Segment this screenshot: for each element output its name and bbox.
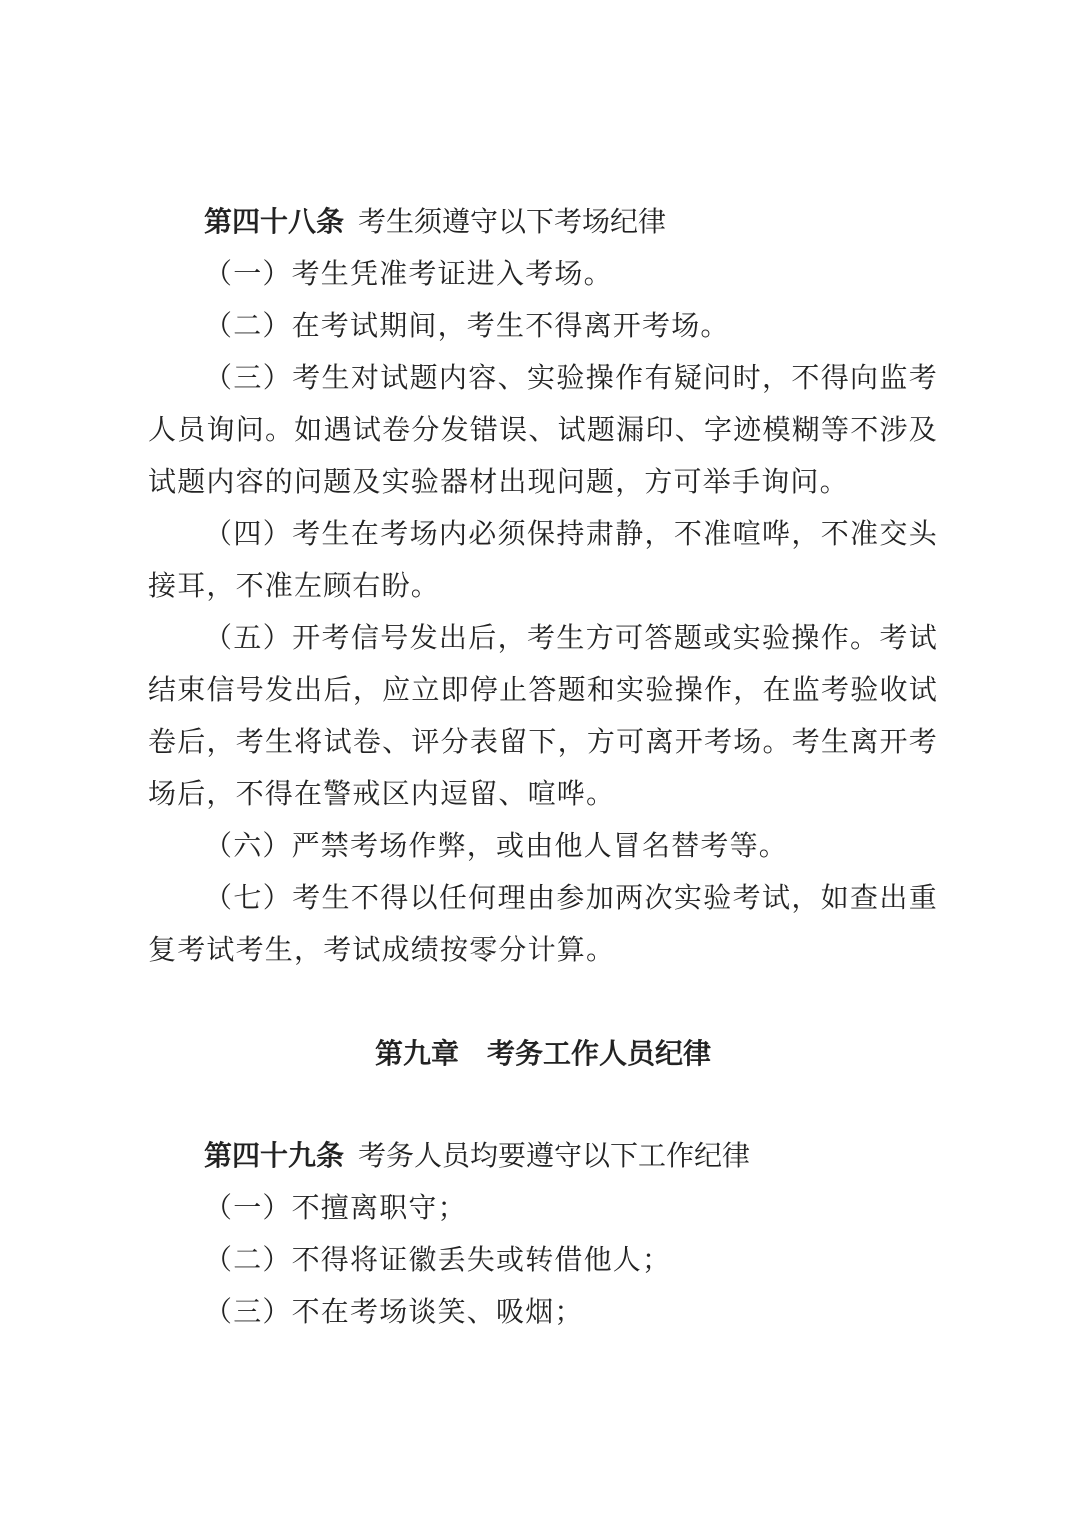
chapter-9-title: 第九章 考务工作人员纪律 [374,1037,711,1070]
article-48-heading [148,196,938,248]
article-49-item-3: （三）不在考场谈笑、吸烟； [204,1295,584,1328]
article-49-number: 第四十九条 [204,1139,345,1172]
article-48-item-7: （七）考生不得以任何理由参加两次实验考试，如查出重复考试考生，考试成绩按零分计算。 [148,881,938,966]
article-49-title: 考务人员均要遵守以下工作纪律 [358,1139,751,1172]
article-49-item-2: （二）不得将证徽丢失或转借他人； [204,1243,672,1276]
spacer [148,976,938,1028]
article-48-title: 考生须遵守以下考场纪律 [358,205,667,238]
document-page [148,196,938,1338]
article-49-item-1: （一）不擅离职守； [204,1191,467,1224]
article-49-heading [148,1130,938,1182]
article-48-item-2: （二）在考试期间，考生不得离开考场。 [204,309,730,342]
article-48-item-5: （五）开考信号发出后，考生方可答题或实验操作。考试结束信号发出后，应立即停止答题和实验操作，在监考验收试卷后，考生将试卷、评分表留下，方可离开考场。考生离开考场后，不得在警戒区内逗留、喧哗。 [148,621,938,810]
article-48-item-4: （四）考生在考场内必须保持肃静，不准喧哗，不准交头接耳，不准左顾右盼。 [148,517,938,602]
article-48-item-3: （三）考生对试题内容、实验操作有疑问时，不得向监考人员询问。如遇试卷分发错误、试题漏印、字迹模糊等不涉及试题内容的问题及实验器材出现问题，方可举手询问。 [148,361,938,498]
article-48-number: 第四十八条 [204,205,345,238]
article-48-item-1: （一）考生凭准考证进入考场。 [204,257,613,290]
spacer [148,1080,938,1130]
article-48-item-6: （六）严禁考场作弊，或由他人冒名替考等。 [204,829,789,862]
